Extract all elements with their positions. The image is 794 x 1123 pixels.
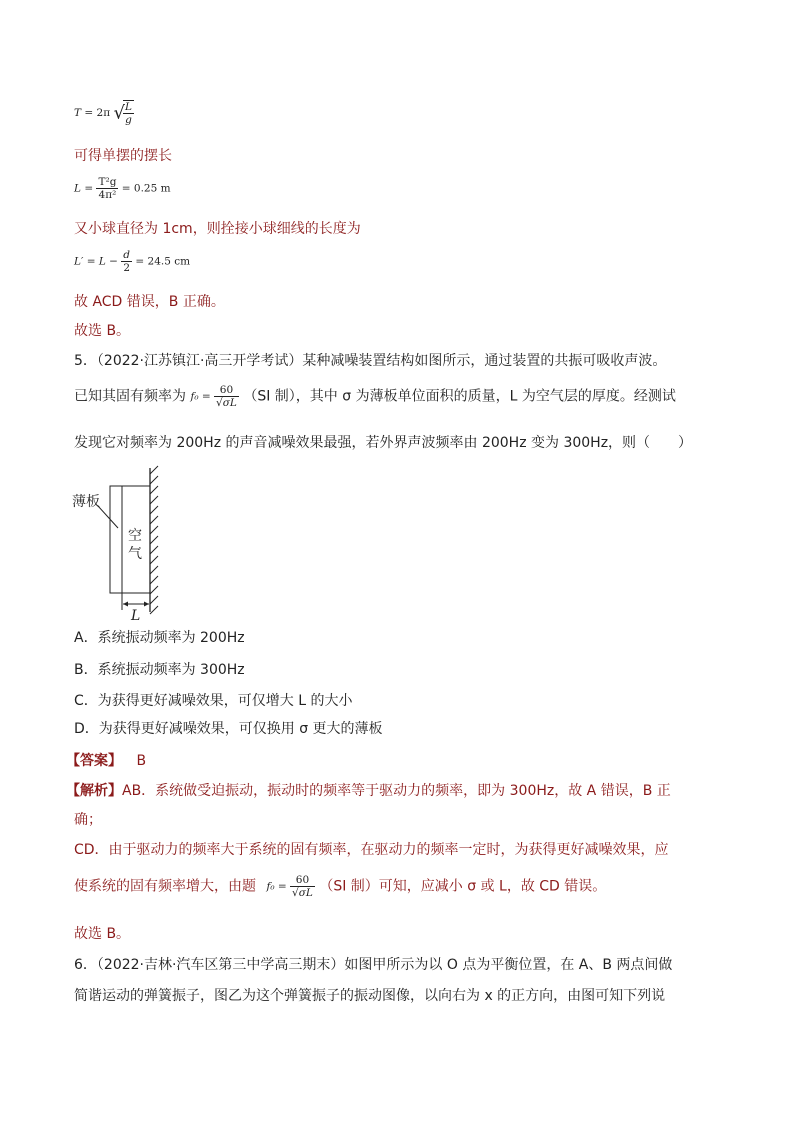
dim-label: L bbox=[131, 608, 141, 620]
formula-length-den: 4π² bbox=[98, 189, 117, 202]
q5-analysis-line4-pre: 使系统的固有频率增大，由题 bbox=[74, 878, 256, 895]
wall-hatching bbox=[150, 466, 158, 614]
dim-arrow-right bbox=[144, 602, 149, 607]
formula-period-coef: 2π bbox=[96, 107, 111, 120]
plate-label: 薄板 bbox=[72, 494, 100, 510]
sqrt-radicand bbox=[123, 100, 134, 126]
length-formula bbox=[74, 176, 171, 201]
string-formula bbox=[74, 249, 190, 274]
text-length: 可得单摆的摆长 bbox=[74, 148, 172, 164]
prev-choice: 故选 B。 bbox=[74, 323, 131, 339]
formula-period-lhs: T bbox=[74, 107, 82, 120]
q5-answer-value: B bbox=[136, 753, 147, 769]
period-formula bbox=[74, 100, 134, 126]
formula-period-eq: = bbox=[84, 107, 94, 120]
q5-stem-line1: 5．（2022·江苏镇江·高三开学考试）某种减噪装置结构如图所示，通过装置的共振可吸收声波。 bbox=[74, 353, 667, 369]
q5-choice: 故选 B。 bbox=[74, 926, 131, 942]
formula-length-fraction bbox=[96, 176, 118, 201]
air-label-2: 气 bbox=[128, 546, 142, 562]
dim-arrow-left bbox=[123, 602, 128, 607]
q5-analysis-freq-num: 60 bbox=[290, 874, 315, 887]
noise-reduction-figure bbox=[70, 462, 180, 620]
q5-analysis-freq-den: √σL bbox=[292, 887, 313, 900]
formula-string-num: d bbox=[123, 249, 131, 261]
q5-freq-fraction bbox=[214, 384, 239, 409]
q5-analysis-label: 【解析】 bbox=[66, 783, 122, 799]
formula-string-lhs: L′ = L − bbox=[74, 255, 118, 268]
formula-length-eq: = bbox=[84, 182, 94, 195]
q5-stem-line2-pre: 已知其固有频率为 bbox=[74, 388, 186, 405]
q5-analysis-freq-lhs: f₀ = bbox=[266, 880, 287, 893]
q6-stem-line2: 简谐运动的弹簧振子，图乙为这个弹簧振子的振动图像，以向右为 x 的正方向，由图可知下列说 bbox=[74, 988, 666, 1004]
q5-analysis-line4 bbox=[74, 874, 606, 899]
thin-plate bbox=[110, 486, 122, 593]
formula-length-num: T²g bbox=[98, 176, 117, 188]
q5-option-c: C．为获得更好减噪效果，可仅增大 L 的大小 bbox=[74, 693, 353, 709]
sqrt-symbol: √ bbox=[113, 102, 125, 124]
q5-option-b: B．系统振动频率为 300Hz bbox=[74, 662, 245, 678]
q5-freq-formula bbox=[190, 384, 238, 409]
q5-answer-label: 【答案】 bbox=[66, 753, 122, 769]
q5-analysis-formula bbox=[266, 874, 314, 899]
q5-stem-line3: 发现它对频率为 200Hz 的声音减噪效果最强，若外界声波频率由 200Hz 变为 300Hz，则（ ） bbox=[74, 435, 693, 451]
q5-stem-line2-post: （SI 制），其中 σ 为薄板单位面积的质量，L 为空气层的厚度。经测试 bbox=[243, 388, 676, 405]
formula-string-den: 2 bbox=[123, 262, 130, 275]
q5-analysis-line1 bbox=[66, 781, 671, 801]
formula-string-result: = 24.5 cm bbox=[135, 255, 191, 268]
q5-option-d: D．为获得更好减噪效果，可仅换用 σ 更大的薄板 bbox=[74, 721, 383, 737]
formula-period-num: L bbox=[124, 101, 132, 113]
formula-period-den: g bbox=[125, 114, 132, 127]
q5-option-a: A．系统振动频率为 200Hz bbox=[74, 630, 245, 646]
q5-analysis-freq-fraction bbox=[290, 874, 315, 899]
text-diameter: 又小球直径为 1cm，则拴接小球细线的长度为 bbox=[74, 221, 361, 237]
q5-analysis-line2: 确； bbox=[74, 812, 102, 828]
q5-analysis-line4-post: （SI 制）可知，应减小 σ 或 L，故 CD 错误。 bbox=[319, 878, 607, 895]
formula-length-result: = 0.25 m bbox=[121, 182, 171, 195]
q6-stem-line1: 6．（2022·吉林·汽车区第三中学高三期末）如图甲所示为以 O 点为平衡位置，在 A、B 两点间做 bbox=[74, 957, 673, 973]
air-label-1: 空 bbox=[128, 528, 142, 544]
q5-freq-num: 60 bbox=[214, 384, 239, 397]
formula-string-fraction bbox=[121, 249, 132, 274]
q5-freq-den: √σL bbox=[216, 397, 237, 410]
formula-length-lhs: L bbox=[74, 182, 81, 195]
prev-conclusion: 故 ACD 错误，B 正确。 bbox=[74, 294, 225, 310]
q5-answer bbox=[66, 751, 146, 771]
q5-freq-lhs: f₀ = bbox=[190, 390, 211, 403]
q5-stem-line2 bbox=[74, 384, 676, 409]
q5-analysis-text1: AB．系统做受迫振动，振动时的频率等于驱动力的频率，即为 300Hz，故 A 错误，B 正 bbox=[122, 783, 671, 799]
q5-analysis-line3: CD．由于驱动力的频率大于系统的固有频率，在驱动力的频率一定时，为获得更好减噪效果，应 bbox=[74, 842, 669, 858]
plate-leader-line bbox=[98, 506, 118, 528]
